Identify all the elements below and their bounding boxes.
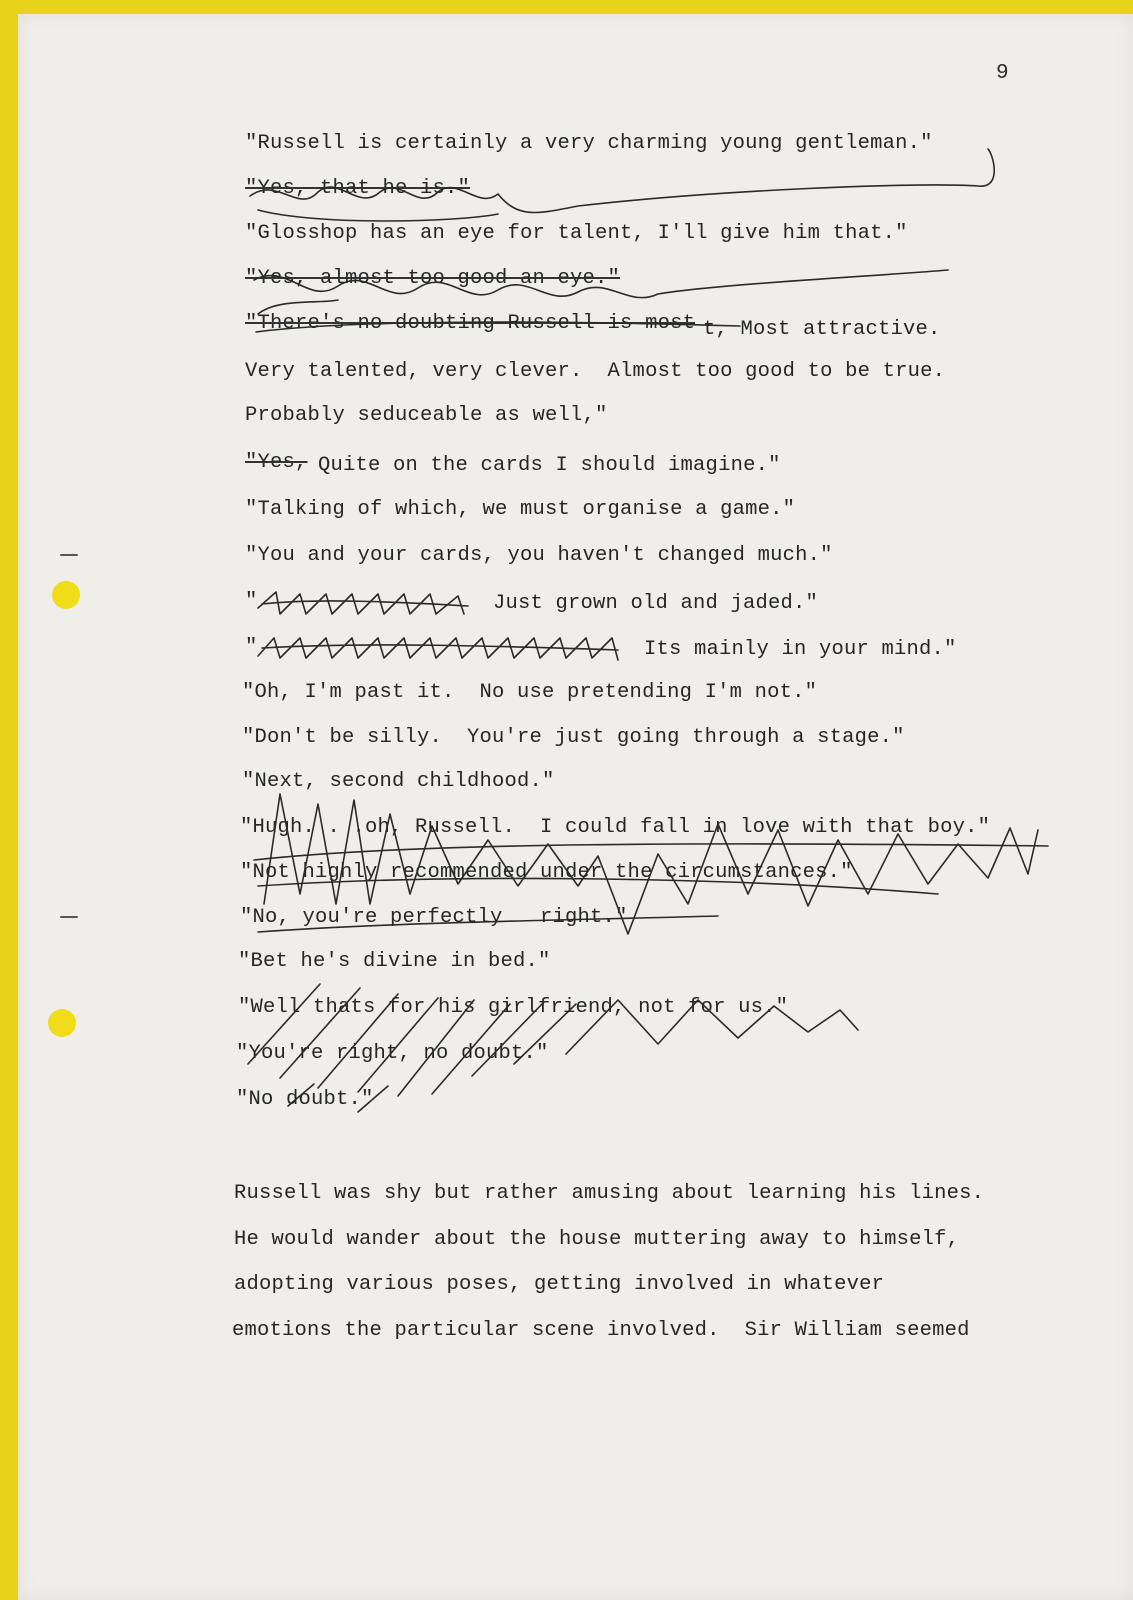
struck-phrase: "There's no doubting Russell is most: [245, 312, 696, 335]
dialogue-line: "Talking of which, we must organise a game.": [245, 498, 796, 521]
hatched-out-word: [262, 601, 468, 606]
dialogue-line-continuation: Quite on the cards I should imagine.": [318, 454, 781, 477]
narrative-line: He would wander about the house muttering away to himself,: [234, 1228, 960, 1251]
pen-markings: [18, 14, 1133, 1600]
hatched-out-word: [262, 645, 618, 650]
page-number: 9: [996, 62, 1009, 85]
dialogue-line-continuation: Just grown old and jaded.": [493, 592, 819, 615]
narrative-line: emotions the particular scene involved. Sir William seemed: [232, 1319, 970, 1342]
dialogue-line: Probably seduceable as well,": [245, 404, 608, 427]
struck-dialogue-line: "Yes, that he is.": [245, 177, 471, 200]
scribbled-dialogue-line: "Not highly recommended under the circumstances.": [240, 861, 853, 884]
margin-mark: [60, 916, 78, 918]
scribbled-dialogue-line: "Well thats for his girlfriend, not for us.": [238, 996, 789, 1019]
scribbled-dialogue-line: "Hugh. . .oh, Russell. I could fall in love with that boy.": [240, 816, 991, 839]
narrative-line: Russell was shy but rather amusing about learning his lines.: [234, 1182, 985, 1205]
punch-hole: [52, 581, 80, 609]
zigzag-deletion: [254, 844, 1048, 860]
dialogue-line: Very talented, very clever. Almost too good to be true.: [245, 360, 946, 383]
narrative-line: adopting various poses, getting involved in whatever: [234, 1273, 885, 1296]
punch-hole: [48, 1009, 76, 1037]
dialogue-line-continuation: t, Most attractive.: [703, 318, 941, 341]
manuscript-page: [18, 14, 1133, 1600]
scribbled-dialogue-line: "No doubt.": [236, 1088, 374, 1111]
dialogue-line: "Next, second childhood.": [242, 770, 555, 793]
open-quote: ": [245, 590, 258, 613]
scribbled-dialogue-line: "You're right, no doubt.": [236, 1042, 549, 1065]
scribbled-dialogue-line: "No, you're perfectly right.": [240, 906, 628, 929]
struck-dialogue-line: "Yes, almost too good an eye.": [245, 267, 621, 290]
dialogue-line: "You and your cards, you haven't changed much.": [245, 544, 833, 567]
dialogue-line: "Bet he's divine in bed.": [238, 950, 551, 973]
dialogue-line-continuation: Its mainly in your mind.": [644, 638, 957, 661]
dialogue-line: "Don't be silly. You're just going through a stage.": [242, 726, 905, 749]
dialogue-line: "Oh, I'm past it. No use pretending I'm not.": [242, 681, 818, 704]
margin-mark: [60, 554, 78, 556]
hatched-out-word: [258, 638, 618, 660]
dialogue-line: "Glosshop has an eye for talent, I'll give him that.": [245, 222, 908, 245]
open-quote: ": [245, 636, 258, 659]
struck-phrase: "Yes,: [245, 451, 308, 474]
dialogue-line: "Russell is certainly a very charming young gentleman.": [245, 132, 933, 155]
hatched-out-word: [258, 592, 464, 614]
deletion-scribble: [258, 210, 498, 221]
